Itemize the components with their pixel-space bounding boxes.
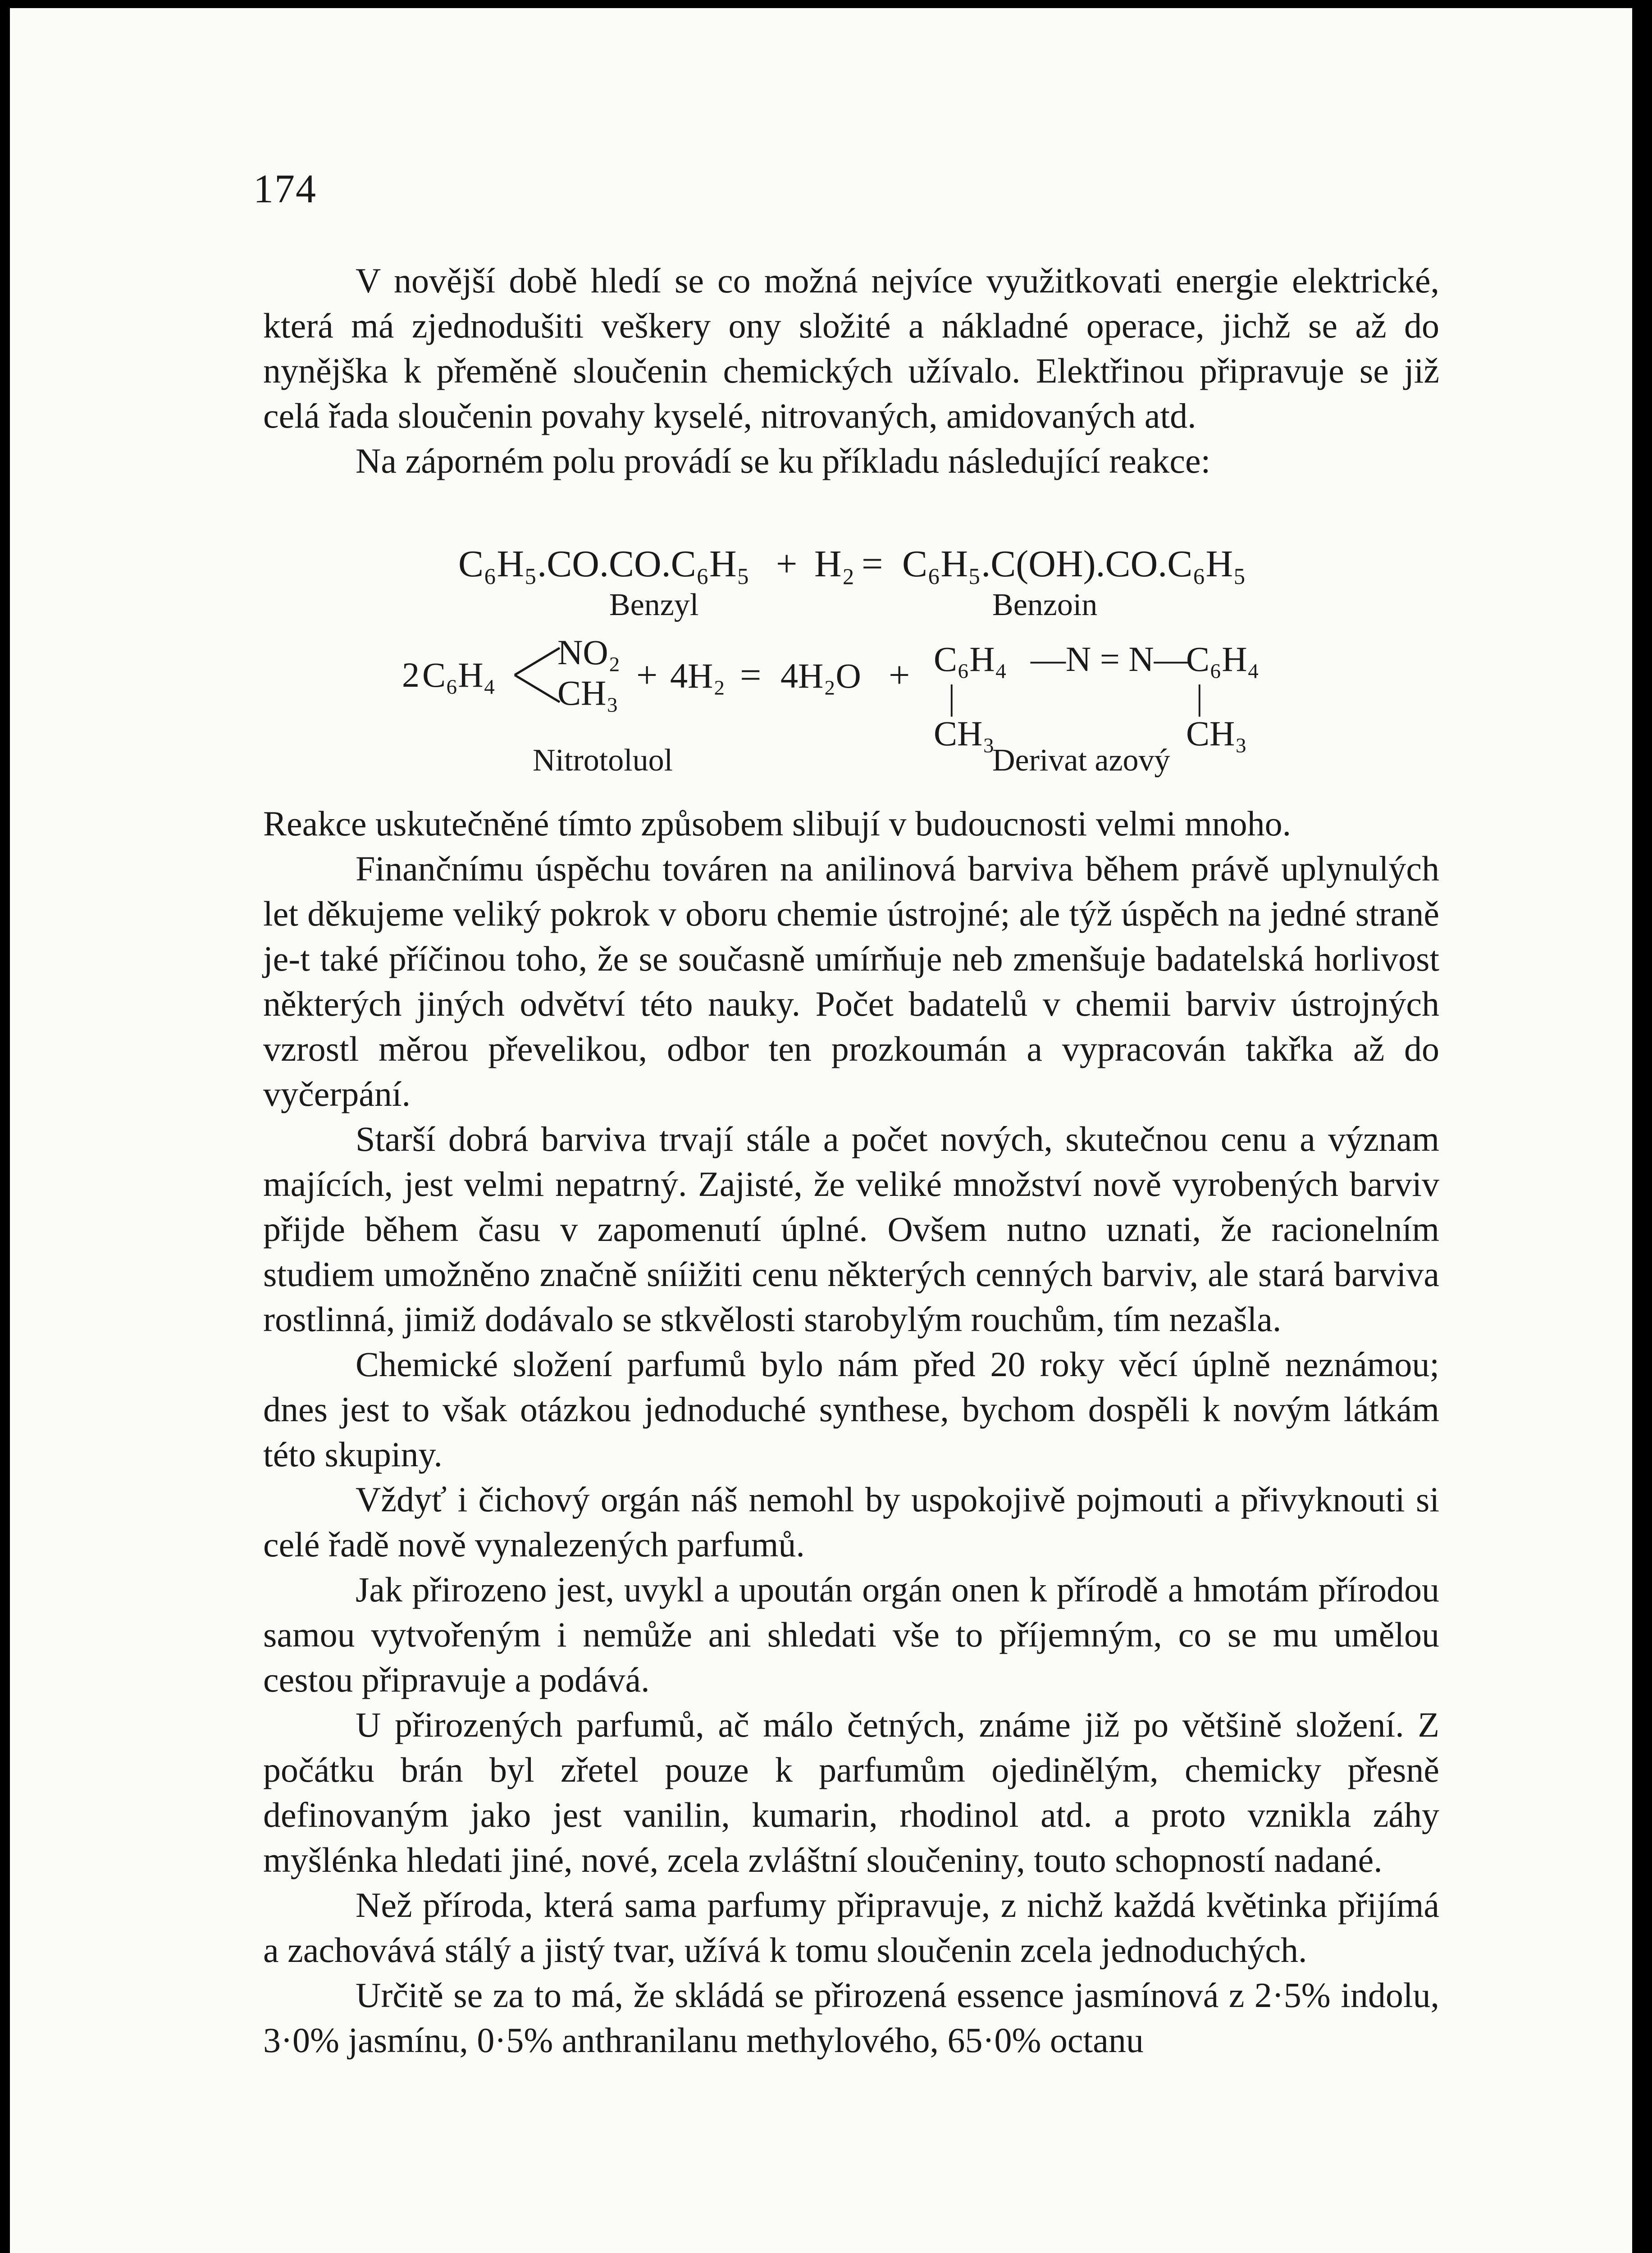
reaction2-ring: C₆H₄: [422, 655, 496, 694]
paragraph: Vždyť i čichový orgán náš nemohl by uspokojivě pojmouti a přivyknouti si celé řadě nově vynalezených parfumů.: [263, 1480, 1439, 1564]
reaction1-equals: =: [862, 543, 883, 585]
reaction2-plus-1: +: [636, 654, 658, 696]
reaction2-azo-bond: —N = N—: [1031, 639, 1189, 679]
paragraph: Určitě se za to má, že skládá se přirozená essence jasmínová z 2·5% indolu, 3·0% jasmínu, 0·5% anthranilanu methylového, 65·0% octanu: [263, 1975, 1439, 2060]
reaction2-bond-right: |: [1196, 678, 1203, 717]
reaction2-branch-lines: [510, 641, 564, 709]
reaction1-label-benzoin: Benzoin: [992, 588, 1098, 622]
page-number: 174: [253, 167, 317, 211]
body-text: [263, 801, 1439, 2063]
reaction2-equals: =: [740, 654, 762, 696]
intro-text: [263, 258, 1439, 483]
paragraph: Na záporném polu provádí se ku příkladu následující reakce:: [356, 441, 1211, 480]
reaction2-plus-2: +: [889, 654, 910, 696]
reaction1-label-benzyl: Benzyl: [609, 588, 699, 622]
paragraph: Reakce uskutečněné tímto způsobem slibují v budoucnosti velmi mnoho.: [263, 804, 1291, 843]
page-sheet: [10, 8, 1632, 2253]
reaction2-bond-left: |: [948, 678, 955, 717]
reaction1-benzyl-formula: C₆H₅.CO.CO.C₆H₅: [458, 543, 750, 585]
reaction2-coefficient: 2: [402, 655, 420, 694]
paragraph: Chemické složení parfumů bylo nám před 20 roky věcí úplně neznámou; dnes jest to však otázkou jednoduché synthese, bychom dospěli k novým látkám této skupiny.: [263, 1345, 1439, 1474]
reaction2-methyl-group: CH₃: [557, 673, 619, 712]
reaction1-plus: +: [776, 543, 798, 585]
reaction2-azo-left-ring: C₆H₄: [934, 639, 1007, 679]
reaction1-benzoin-formula: C₆H₅.C(OH).CO.C₆H₅: [902, 543, 1246, 585]
reaction2-label-nitrotoluol: Nitrotoluol: [533, 743, 673, 778]
reaction2-label-azo-derivative: Derivat azový: [992, 743, 1170, 778]
paragraph: U přirozených parfumů, ač málo četných, známe již po většině složení. Z počátku brán byl zřetel pouze k parfumům ojedinělým, chemicky přesně definovaným jako jest vanilin, kumarin, rhodinol atd. a proto vznikla záhy myšlénka hledati jiné, nové, zcela zvláštní sloučeniny, touto schopností nadané.: [263, 1705, 1439, 1879]
paragraph: Jak přirozeno jest, uvykl a upoután orgán onen k přírodě a hmotám přírodou samou vytvořeným i nemůže ani shledati vše to příjemným, co se mu umělou cestou připravuje a podává.: [263, 1570, 1439, 1699]
reaction2-methyl-right: CH₃: [1186, 714, 1247, 753]
paragraph: Než příroda, která sama parfumy připravuje, z nichž každá květinka přijímá a zachovává stálý a jistý tvar, užívá k tomu sloučenin zcela jednoduchých.: [263, 1885, 1439, 1970]
reaction2-nitro-group: NO₂: [557, 633, 621, 672]
reaction2-azo-right-ring: C₆H₄: [1186, 639, 1260, 679]
reaction1-hydrogen: H₂: [814, 543, 855, 585]
reaction2-hydrogen: 4H₂: [670, 656, 726, 695]
paragraph: V novější době hledí se co možná nejvíce využitkovati energie elektrické, která má zjednodušiti veškery ony složité a nákladné operace, jichž se až do nynějška k přeměně sloučenin chemických užívalo. Elektřinou připravuje se již celá řada sloučenin povahy kyselé, nitrovaných, amidovaných atd.: [263, 261, 1439, 435]
paragraph: Starší dobrá barviva trvají stále a počet nových, skutečnou cenu a význam majících, jest velmi nepatrný. Zajisté, že veliké množství nově vyrobených barviv přijde během času v zapomenutí úplné. Ovšem nutno uznati, že racionelním studiem umožněno značně sníižiti cenu některých cenných barviv, ale stará barviva rostlinná, jimiž dodávalo se stkvělosti starobylým rouchům, tím nezašla.: [263, 1119, 1439, 1339]
reaction2-methyl-left: CH₃: [934, 714, 995, 753]
reaction2-water: 4H₂O: [780, 656, 861, 695]
paragraph: Finančnímu úspěchu továren na anilinová barviva během právě uplynulých let děkujeme veliký pokrok v oboru chemie ústrojné; ale týž úspěch na jedné straně je-t také příčinou toho, že se současně umírňuje neb zmenšuje badatelská horlivost některých jiných odvětví této nauky. Počet badatelů v chemii barviv ústrojných vzrostl měrou převelikou, odbor ten prozkoumán a vypracován takřka až do vyčerpání.: [263, 849, 1439, 1113]
